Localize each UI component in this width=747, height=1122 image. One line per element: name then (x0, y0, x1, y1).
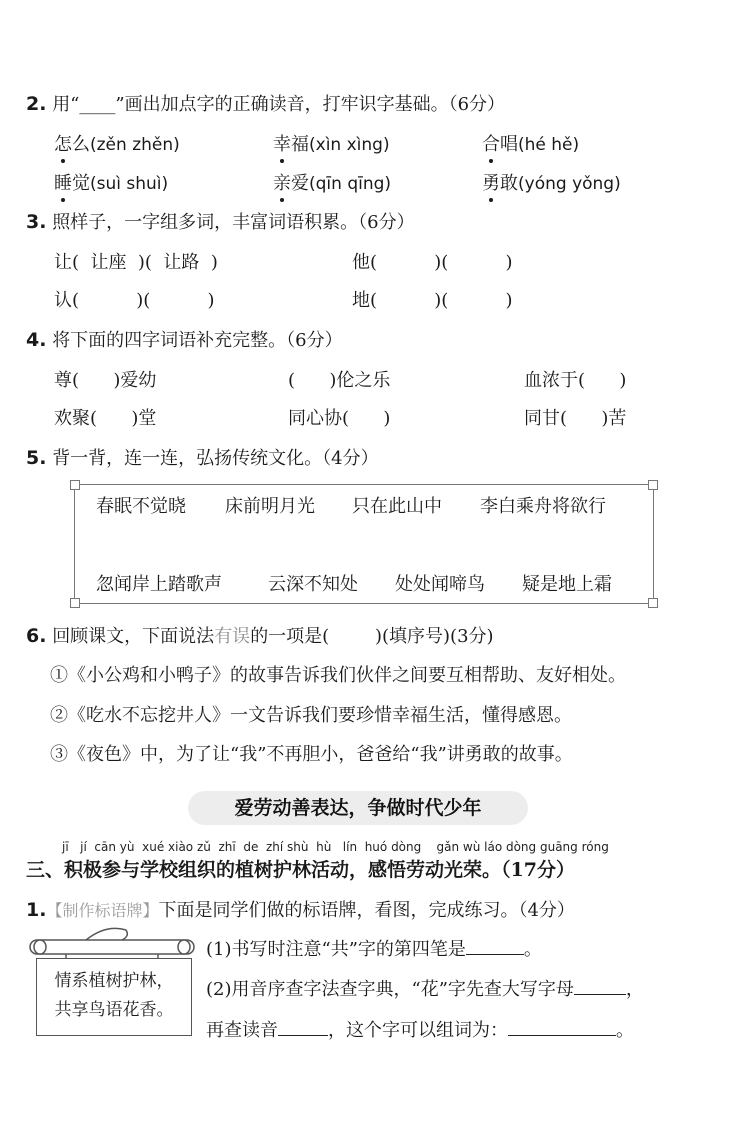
q2-item-1: 怎么(zěn zhěn) (54, 130, 180, 156)
answer-blank[interactable] (574, 978, 626, 995)
p1-sub-1: (1)书写时注意“共”字的第四笔是 。 (206, 939, 542, 960)
q6-option-3: ③《夜色》中，为了让“我”不再胆小，爸爸给“我”讲勇敢的故事。 (50, 744, 573, 765)
q4-item-5: 同心协( ) (288, 408, 391, 429)
q4-item-6: 同甘( )苦 (524, 408, 627, 429)
q2-item-5: 亲爱(qīn qīng) (273, 169, 391, 195)
q4-item-4: 欢聚( )堂 (54, 408, 157, 429)
poem-top-3[interactable]: 只在此山中 (352, 496, 442, 517)
q4-text: 将下面的四字词语补充完整。（6分） (52, 330, 343, 351)
q4-item-3: 血浓于( ) (524, 370, 627, 391)
poem-bottom-4[interactable]: 疑是地上霜 (522, 574, 612, 595)
answer-blank[interactable] (278, 1019, 328, 1036)
q4-number: 4. (26, 329, 47, 351)
q6-number: 6. (26, 625, 47, 647)
sign-line-2: 共享鸟语花香。 (54, 1000, 174, 1020)
q5-line (26, 444, 379, 470)
q2-item-4: 睡觉(suì shuì) (54, 169, 168, 195)
poem-bottom-3[interactable]: 处处闻啼鸟 (395, 574, 485, 595)
q4-line (26, 326, 343, 352)
q6-line: 6. 回顾课文，下面说法有误的一项是( )(填序号)(3分) (26, 625, 494, 647)
section-title: 三、积极参与学校组织的植树护林活动，感悟劳动光荣。（17分） (26, 859, 575, 881)
section-banner: 爱劳动善表达，争做时代少年 (188, 791, 528, 825)
q3-line (26, 208, 415, 234)
title-pinyin: jī jí cān yù xué xiào zǔ zhī de zhí shù hù lín huó dòng gǎn wù láo dòng guāng róng (62, 840, 609, 854)
q3-row-1: 让( 让座 )( 让路 ) (54, 252, 218, 273)
poem-bottom-1[interactable]: 忽闻岸上踏歌声 (96, 574, 222, 595)
p1-tag: 【制作标语牌】 (46, 901, 159, 920)
p1-sub-3: 再查读音 ，这个字可以组词为： 。 (206, 1020, 634, 1041)
q6-option-2: ②《吃水不忘挖井人》一文告诉我们要珍惜幸福生活，懂得感恩。 (50, 705, 572, 726)
p1-number: 1. (26, 899, 47, 921)
slogan-sign (36, 958, 192, 1036)
q5-text: 背一背，连一连，弘扬传统文化。（4分） (52, 448, 379, 469)
q3-row-2: 他( )( ) (352, 252, 513, 273)
q5-number: 5. (26, 447, 47, 469)
q4-item-2: ( )伦之乐 (288, 370, 391, 391)
q6-option-1: ①《小公鸡和小鸭子》的故事告诉我们伙伴之间要互相帮助、友好相处。 (50, 665, 626, 686)
sign-line-1: 情系植树护林， (54, 971, 174, 991)
box-corner (648, 598, 658, 608)
p1-text: 下面是同学们做的标语牌，看图，完成练习。（4分） (158, 900, 575, 921)
q3-number: 3. (26, 211, 47, 233)
q3-text: 照样子，一字组多词，丰富词语积累。（6分） (52, 212, 415, 233)
q2-number: 2. (26, 93, 47, 115)
q2-text: 用“____”画出加点字的正确读音，打牢识字基础。（6分） (52, 94, 506, 115)
q3-row-4: 地( )( ) (352, 290, 513, 311)
box-corner (70, 480, 80, 490)
q2-line (26, 90, 505, 116)
p1-line (26, 896, 575, 922)
box-corner (648, 480, 658, 490)
box-corner (70, 598, 80, 608)
poem-top-2[interactable]: 床前明月光 (225, 496, 315, 517)
q3-row-3: 认( )( ) (54, 290, 215, 311)
p1-sub-2: (2)用音序查字法查字典，“花”字先查大写字母 ， (206, 979, 644, 1000)
answer-blank[interactable] (508, 1019, 616, 1036)
q2-item-6: 勇敢(yóng yǒng) (482, 169, 621, 195)
poem-bottom-2[interactable]: 云深不知处 (268, 574, 358, 595)
q4-item-1: 尊( )爱幼 (54, 370, 157, 391)
poem-top-4[interactable]: 李白乘舟将欲行 (480, 496, 606, 517)
q2-item-2: 幸福(xìn xìng) (273, 130, 390, 156)
q2-item-3: 合唱(hé hě) (482, 130, 579, 156)
answer-blank[interactable] (466, 938, 524, 955)
q6-emphasis: 有误 (214, 626, 251, 647)
poem-top-1[interactable]: 春眠不觉晓 (96, 496, 186, 517)
